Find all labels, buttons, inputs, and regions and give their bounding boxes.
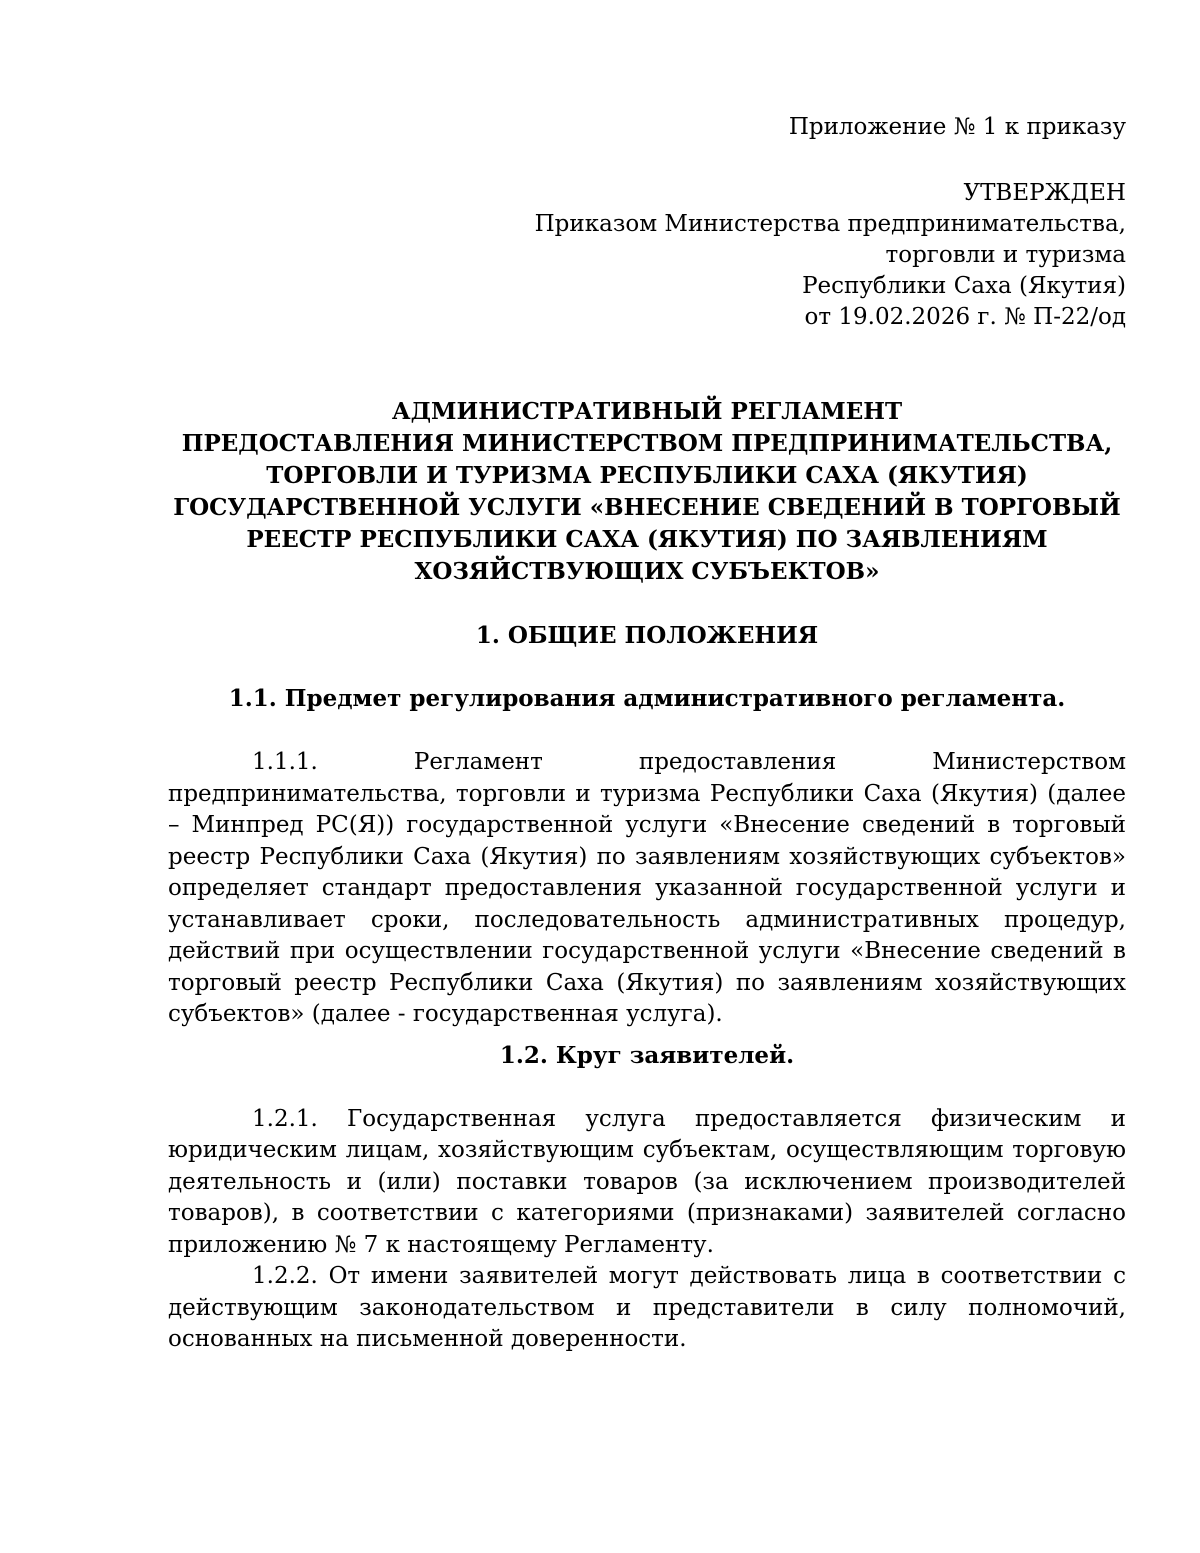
approved-line: Республики Саха (Якутия) [802, 273, 1126, 299]
paragraph-1-2-2: 1.2.2. От имени заявителей могут действовать лица в соответствии с действующим законодательством и представители в силу полномочий, основанных на письменной доверенности. [168, 1263, 1126, 1352]
approved-line: Приказом Министерства предпринимательства, [534, 211, 1126, 237]
approved-line: торговли и туризма [885, 242, 1126, 268]
paragraph-1-2-1: 1.2.1. Государственная услуга предоставляется физическим и юридическим лицам, хозяйствующим субъектам, осуществляющим торговую деятельность и (или) поставки товаров (за исключением производителей товаров), в соответствии с категориями (признаками) заявителей согласно приложению № 7 к настоящему Регламенту. [168, 1105, 1126, 1258]
section-heading: 1. ОБЩИЕ ПОЛОЖЕНИЯ [475, 622, 819, 649]
header-block [168, 112, 1126, 333]
approved-line: от 19.02.2026 г. № П-22/од [804, 304, 1126, 330]
subsection-heading: 1.1. Предмет регулирования административного регламента. [228, 685, 1066, 712]
title-line: ХОЗЯЙСТВУЮЩИХ СУБЪЕКТОВ» [414, 558, 880, 585]
approval-stamp-block [168, 178, 1126, 333]
document-title [168, 396, 1126, 588]
title-line: ПРЕДОСТАВЛЕНИЯ МИНИСТЕРСТВОМ ПРЕДПРИНИМАТЕЛЬСТВА, [181, 430, 1113, 457]
title-line: АДМИНИСТРАТИВНЫЙ РЕГЛАМЕНТ [391, 398, 903, 425]
title-line: ГОСУДАРСТВЕННОЙ УСЛУГИ «ВНЕСЕНИЕ СВЕДЕНИЙ В ТОРГОВЫЙ [173, 494, 1121, 521]
subsection-heading: 1.2. Круг заявителей. [499, 1041, 795, 1069]
appendix-line: Приложение № 1 к приказу [788, 114, 1126, 140]
title-line: ТОРГОВЛИ И ТУРИЗМА РЕСПУБЛИКИ САХА (ЯКУТИЯ) [266, 462, 1028, 489]
paragraph-1-1-1: 1.1.1. Регламент предоставления Министерством предпринимательства, торговли и туризма Республики Саха (Якутия) (далее – Минпред РС(Я)) государственной услуги «Внесение сведений в торговый реестр Республики Саха (Якутия) по заявлениям хозяйствующих субъектов» определяет стандарт предоставления указанной государственной услуги и устанавливает сроки, последовательность административных процедур, действий при осуществлении государственной услуги «Внесение сведений в торговый реестр Республики Саха (Якутия) по заявлениям хозяйствующих субъектов» (далее - государственная услуга). [168, 749, 1126, 1027]
approved-word: УТВЕРЖДЕН [963, 180, 1126, 206]
title-line: РЕЕСТР РЕСПУБЛИКИ САХА (ЯКУТИЯ) ПО ЗАЯВЛЕНИЯМ [246, 526, 1048, 553]
document-page [168, 112, 1126, 1356]
